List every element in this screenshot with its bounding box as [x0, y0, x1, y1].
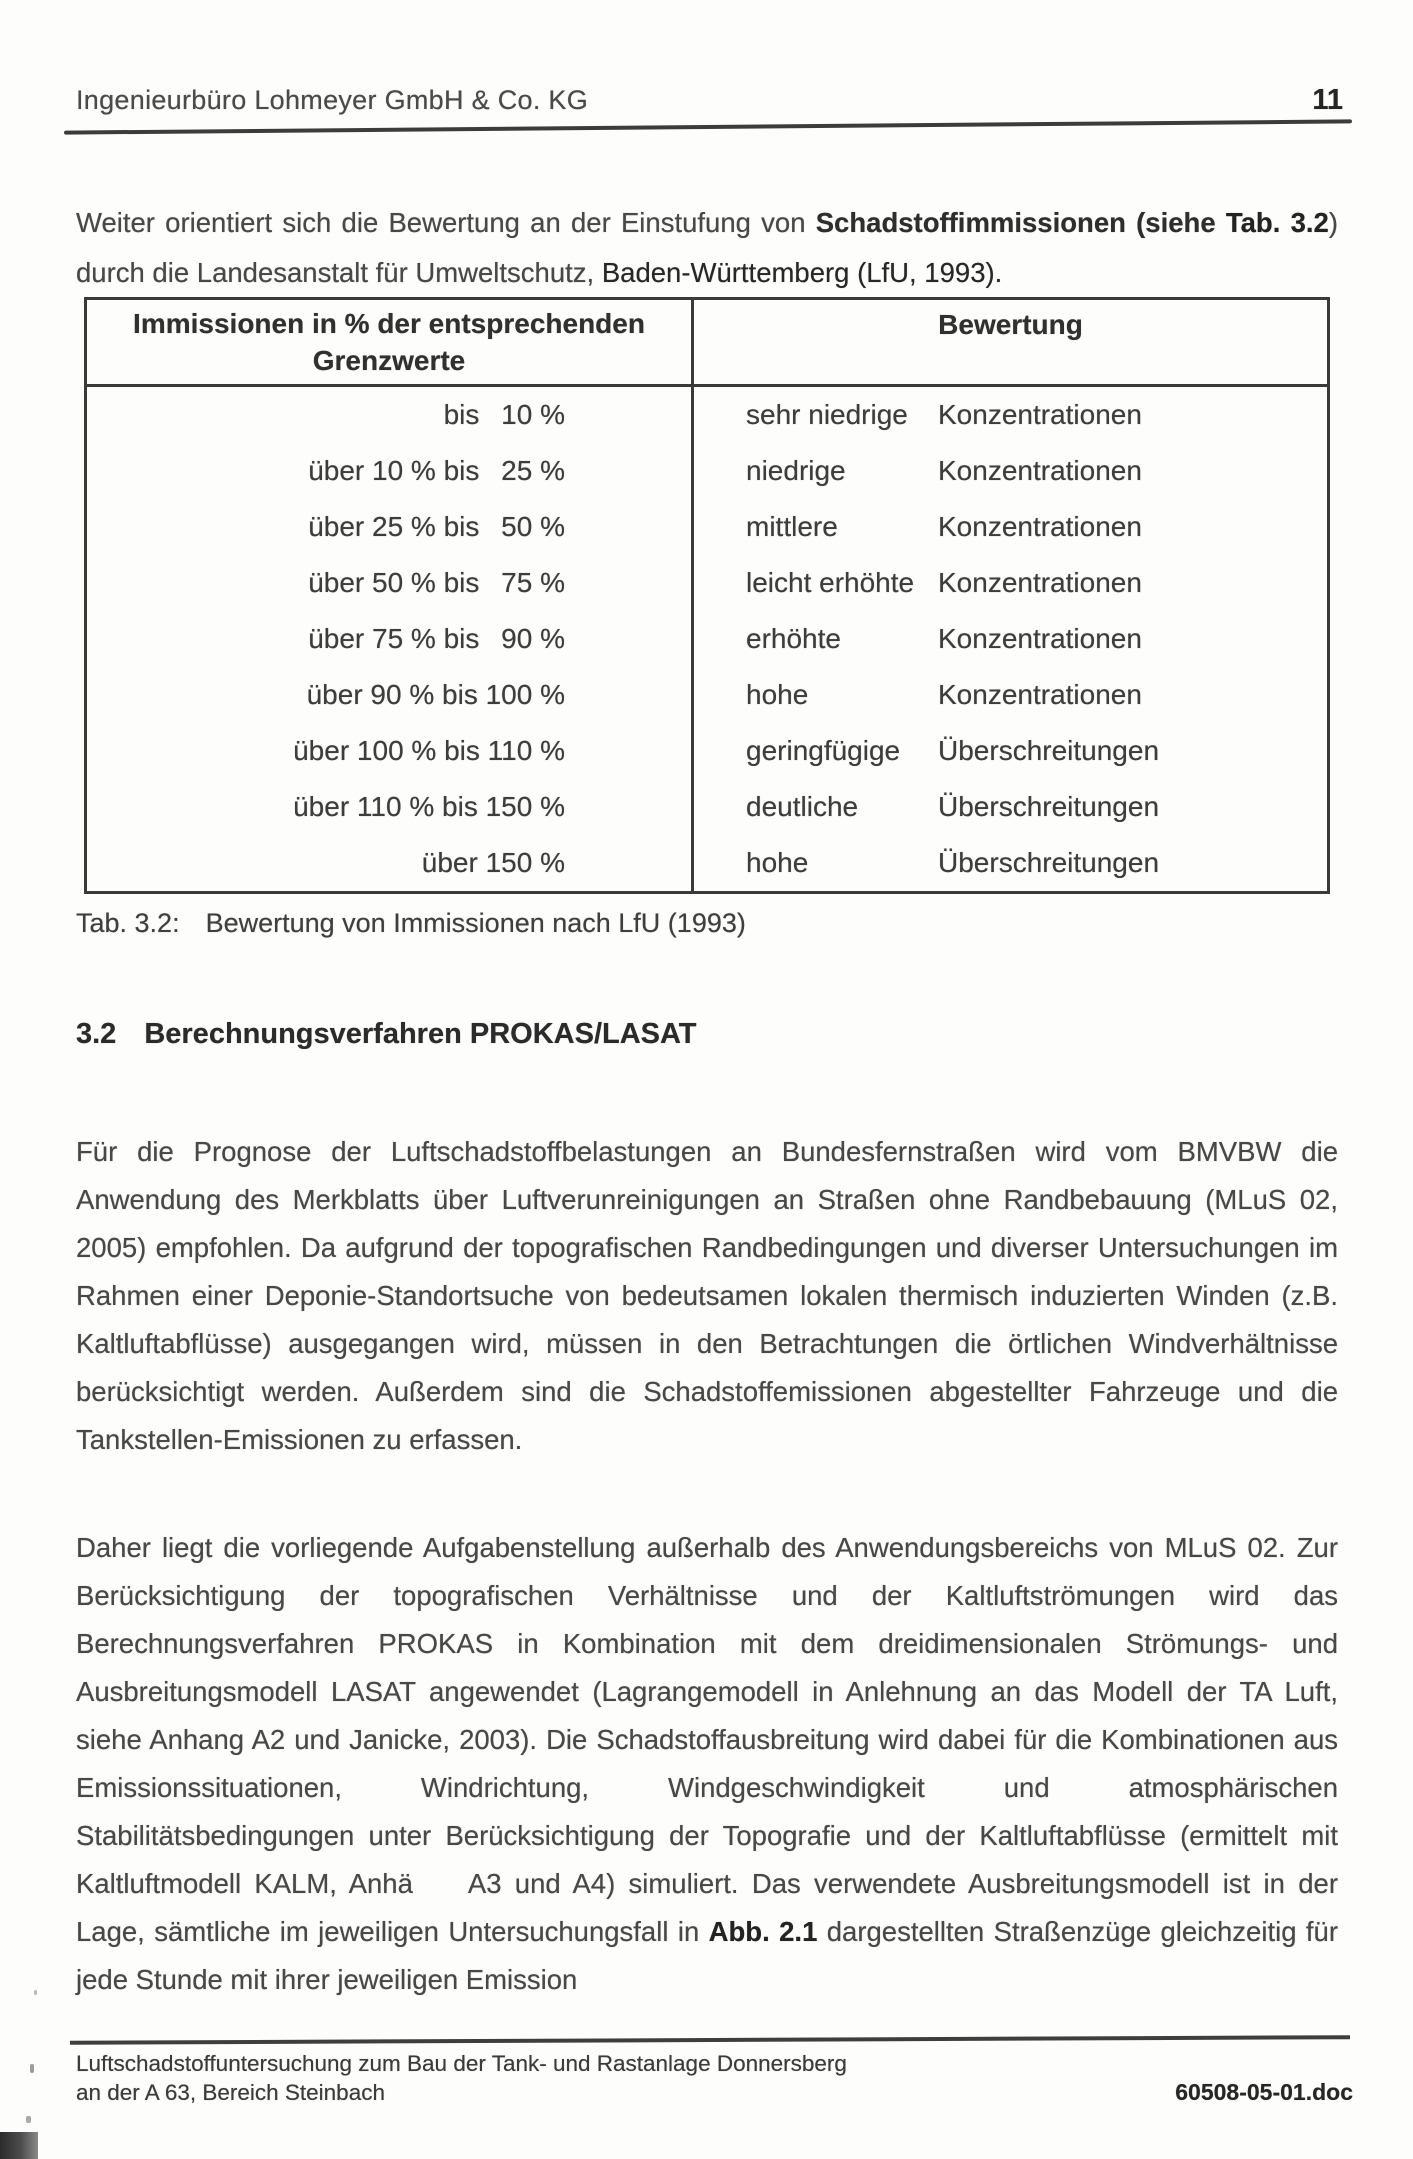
rating-adjective: hohe: [746, 847, 809, 878]
rating-adjective: erhöhte: [746, 623, 841, 654]
scan-artifact-corner: [0, 2132, 38, 2159]
scan-artifact-speck: [26, 2116, 31, 2123]
rating-noun: Konzentrationen: [938, 623, 1142, 654]
range-cell: über 90 % bis 100 %: [306, 679, 565, 710]
table-row: [87, 555, 1327, 611]
rating-noun: Konzentrationen: [938, 399, 1142, 430]
page-number: 11: [1312, 84, 1343, 116]
rating-noun: Überschreitungen: [938, 735, 1160, 766]
footer-rule: [70, 2035, 1350, 2045]
footer-doc-ref: 60508-05-01.doc: [1175, 2079, 1353, 2105]
page-footer: [76, 2050, 1353, 2107]
section-number: 3.2: [76, 1018, 117, 1050]
section-title: Berechnungsverfahren PROKAS/LASAT: [144, 1018, 697, 1050]
paragraph-2-text-2: dargestellten Straßenzüge gleichzeitig für jede Stunde mit ihrer jeweiligen Emission: [76, 1915, 1338, 1995]
table-row: [87, 387, 1327, 443]
assessment-table: [84, 297, 1330, 894]
table-row: [87, 667, 1327, 723]
rating-cell: [691, 499, 1327, 555]
rating-cell: [691, 723, 1327, 779]
rating-adjective: sehr niedrige: [746, 399, 908, 430]
section-heading: [76, 1018, 697, 1051]
rating-noun: Konzentrationen: [938, 679, 1142, 710]
rating-adjective: geringfügige: [746, 735, 901, 766]
rating-noun: Konzentrationen: [938, 511, 1142, 542]
range-cell: über 100 % bis 110 %: [293, 735, 565, 766]
scan-artifact-speck: [34, 1990, 37, 1995]
rating-adjective: niedrige: [746, 455, 846, 486]
intro-emphasis-2: Baden-Württemberg (LfU, 1993).: [601, 256, 1003, 288]
table-header-bewertung: Bewertung: [691, 300, 1327, 384]
range-cell: bis 10 %: [443, 399, 565, 430]
table-header-row: [87, 300, 1327, 387]
page-header: [76, 84, 1349, 117]
rating-noun: Überschreitungen: [938, 791, 1160, 822]
caption-label: Tab. 3.2:: [76, 908, 180, 938]
rating-noun: Konzentrationen: [938, 567, 1142, 598]
intro-text-1: Weiter orientiert sich die Bewertung an der Einstufung von: [76, 206, 816, 238]
rating-adjective: deutliche: [746, 791, 859, 822]
range-cell: über 25 % bis 50 %: [308, 511, 565, 542]
rating-cell: [691, 611, 1327, 667]
table-reference: Tab. 3.2: [1225, 206, 1329, 238]
rating-adjective: hohe: [746, 679, 809, 710]
range-cell: über 110 % bis 150 %: [293, 791, 565, 822]
intro-text-2: ) durch die Landesanstalt für Umweltschutz,: [76, 206, 1338, 288]
range-cell: über 50 % bis 75 %: [308, 567, 565, 598]
range-cell: über 150 %: [421, 847, 565, 878]
caption-text: Bewertung von Immissionen nach LfU (1993): [205, 908, 746, 938]
table-row: [87, 443, 1327, 499]
scan-artifact-speck: [30, 2064, 34, 2073]
rating-cell: [691, 387, 1327, 443]
rating-cell: [691, 555, 1327, 611]
figure-reference: Abb. 2.1: [708, 1915, 818, 1947]
rating-adjective: leicht erhöhte: [746, 567, 915, 598]
rating-cell: [691, 835, 1327, 891]
footer-project-line2: an der A 63, Bereich Steinbach: [76, 2080, 385, 2105]
rating-noun: Konzentrationen: [938, 455, 1142, 486]
table-header-immissionen: Immissionen in % der entsprechenden Grenzwerte: [133, 308, 645, 376]
body-paragraph-2: [76, 1524, 1338, 2004]
table-caption: [76, 908, 746, 939]
range-cell: über 75 % bis 90 %: [308, 623, 565, 654]
body-paragraph-1: Für die Prognose der Luftschadstoffbelastungen an Bundesfernstraßen wird vom BMVBW die Anwendung des Merkblatts über Luftverunreinigungen an Straßen ohne Randbebauung (MLuS 02, 2005) empfohlen. Da aufgrund der topografischen Randbedingungen und diverser Untersuchungen im Rahmen einer Deponie-Standortsuche von bedeutsamen lokalen thermisch induzierten Winden (z.B. Kaltluftabflüsse) ausgegangen wird, müssen in den Betrachtungen die örtlichen Windverhältnisse berücksichtigt werden. Außerdem sind die Schadstoffemissionen abgestellter Fahrzeuge und die Tankstellen-Emissionen zu erfassen.: [76, 1135, 1338, 1455]
paragraph-2-text-1: Daher liegt die vorliegende Aufgabenstellung außerhalb des Anwendungsbereichs von MLuS 02. Zur Berücksichtigung der topografischen Verhältnisse und der Kaltluftströmungen wird das Berechnungsverfahren PROKAS in Kombination mit dem dreidimensionalen Strömungs- und Ausbreitungsmodell LASAT angewendet (Lagrangemodell in Anlehnung an das Modell der TA Luft, siehe Anhang A2 und Janicke, 2003). Die Schadstoffausbreitung wird dabei für die Kombinationen aus Emissionssituationen, Windrichtung, Windgeschwindigkeit und atmosphärischen Stabilitätsbedingungen unter Berücksichtigung der Topografie und der Kaltluftabflüsse (ermittelt mit Kaltluftmodell KALM, Anhä A3 und A4) simuliert. Das verwendete Ausbreitungsmodell ist in der Lage, sämtliche im jeweiligen Untersuchungsfall in: [76, 1531, 1338, 1947]
table-row: [87, 835, 1327, 891]
header-rule: [64, 119, 1352, 134]
rating-noun: Überschreitungen: [938, 847, 1160, 878]
table-row: [87, 779, 1327, 835]
intro-emphasis-1: Schadstoffimmissionen (siehe: [815, 206, 1226, 238]
footer-project-line1: Luftschadstoffuntersuchung zum Bau der Tank- und Rastanlage Donnersberg: [76, 2051, 847, 2076]
rating-adjective: mittlere: [746, 511, 838, 542]
rating-cell: [691, 667, 1327, 723]
table-row: [87, 611, 1327, 667]
rating-cell: [691, 443, 1327, 499]
intro-paragraph: [76, 198, 1338, 298]
table-row: [87, 723, 1327, 779]
company-name: Ingenieurbüro Lohmeyer GmbH & Co. KG: [76, 85, 589, 115]
range-cell: über 10 % bis 25 %: [308, 455, 565, 486]
table-row: [87, 499, 1327, 555]
rating-cell: [691, 779, 1327, 835]
